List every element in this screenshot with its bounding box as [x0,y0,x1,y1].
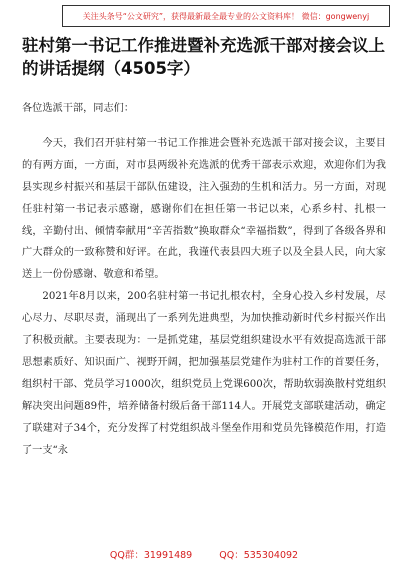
footer-qq: QQ：535304092 [219,550,299,561]
document-title: 驻村第一书记工作推进暨补充选派干部对接会议上的讲话提纲（4505字） [22,36,385,78]
document-body [22,98,386,462]
footer-qq-group: QQ群：31991489 [109,550,193,561]
header-banner [62,5,390,27]
paragraph: 2021年8月以来，200名驻村第一书记扎根农村，全身心投入乡村发展，尽心尽力、尽职尽责，涌现出了一系列先进典型，为加快推动新时代乡村振兴作出了积极贡献。主要表现为：一是抓党建，基层党组织建设水平有效提高选派干部思想素质好、知识面广、视野开阔，把加强基层党建作为驻村工作的首要任务，组织村干部、党员学习1000次，组织党员上党课600次，帮助软弱涣散村党组织解决突出问题89件，培养储备村级后备干部114人。开展党支部联建活动，确定了联建对子34个，充分发挥了村党组织战斗堡垒作用和党员先锋模范作用，打造了一支“永 [22,291,386,456]
paragraph: 今天，我们召开驻村第一书记工作推进会暨补充选派干部对接会议，主要目的有两方面，一方面，对市县两级补充选派的优秀干部表示欢迎，欢迎你们为我县实现乡村振兴和基层干部队伍建设，注入强劲的生机和活力。另一方面，对现任驻村第一书记表示感谢，感谢你们在担任第一书记以来，心系乡村、扎根一线，辛勤付出、倾情奉献用“辛苦指数”换取群众“幸福指数”，得到了各级各界和广大群众的一致称赞和好评。在此，我谨代表县四大班子以及全县人民，向大家送上一份份感谢、敬意和希望。 [22,137,386,281]
footer [0,547,408,561]
greeting: 各位选派干部，同志们： [22,103,135,114]
banner-text: 关注头条号“公文研究”，获得最新最全最专业的公文资料库！ 微信：gongwenyj [82,11,370,21]
